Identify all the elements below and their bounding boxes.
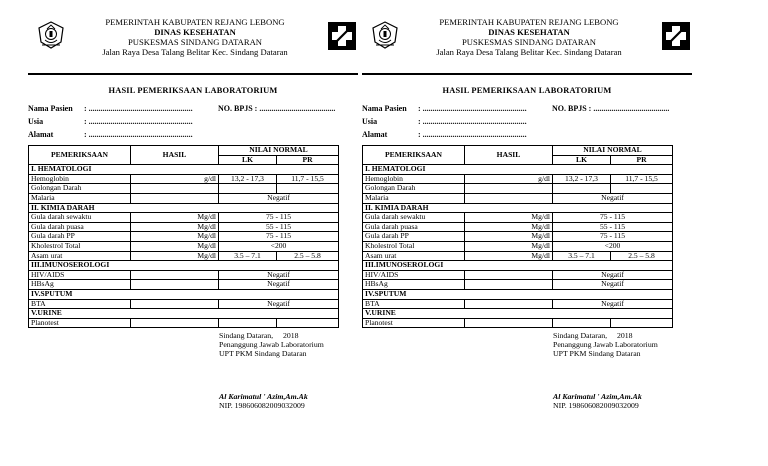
signer-role: Penanggung Jawab Laboratorium (219, 340, 324, 350)
normal-pr: 11,7 - 15,5 (611, 174, 673, 184)
result-cell (465, 193, 553, 203)
table-row (29, 174, 339, 184)
exam-name: Gula darah sewaktu (363, 213, 465, 223)
agency-name: DINAS KESEHATAN (488, 27, 570, 37)
section-label: III.IMUNOSEROLOGI (29, 261, 339, 271)
result-cell (465, 299, 553, 309)
normal-value: Negatif (219, 299, 339, 309)
exam-name: Gula darah puasa (29, 222, 131, 232)
patient-name-row (28, 104, 358, 117)
table-row (29, 232, 339, 242)
patient-age-blank: .................................................... (422, 117, 527, 126)
result-cell: Mg/dl (131, 241, 219, 251)
normal-pr (277, 184, 339, 194)
normal-value: Negatif (219, 193, 339, 203)
normal-pr (611, 184, 673, 194)
separator: : (418, 104, 421, 113)
table-row (29, 270, 339, 280)
result-cell (465, 318, 553, 328)
result-cell (465, 280, 553, 290)
separator: : (84, 117, 87, 126)
table-row (29, 184, 339, 194)
result-cell: g/dl (131, 174, 219, 184)
letterhead (28, 0, 358, 60)
table-body (363, 165, 673, 328)
exam-name: Asam urat (363, 251, 465, 261)
patient-name-label: Nama Pasien (362, 104, 407, 113)
patient-age-row (28, 117, 358, 130)
exam-name: Kholestrol Total (29, 241, 131, 251)
exam-name: Gula darah sewaktu (29, 213, 131, 223)
bpjs-blank: ...................................... (259, 104, 336, 113)
signer-name: Al Karimatul ' Azim,Am.Ak (553, 392, 642, 402)
col-normal-header: NILAI NORMAL (553, 146, 673, 156)
health-cross-logo-icon (326, 20, 358, 52)
patient-age-label: Usia (362, 117, 378, 126)
table-row (363, 174, 673, 184)
normal-value: 75 - 115 (219, 213, 339, 223)
signer-name: Al Karimatul ' Azim,Am.Ak (219, 392, 308, 402)
patient-info (362, 104, 692, 143)
exam-name: BTA (29, 299, 131, 309)
exam-name: HBsAg (29, 280, 131, 290)
col-normal-header: NILAI NORMAL (219, 146, 339, 156)
gov-name: PEMERINTAH KABUPATEN REJANG LEBONG (105, 17, 285, 27)
patient-name-row (362, 104, 692, 117)
patient-age-label: Usia (28, 117, 44, 126)
signer-unit: UPT PKM Sindang Dataran (219, 349, 307, 359)
section-row (29, 203, 339, 213)
separator: : (418, 117, 421, 126)
table-row (29, 241, 339, 251)
table-row (363, 241, 673, 251)
exam-name: Hemoglobin (363, 174, 465, 184)
normal-lk (553, 318, 611, 328)
lab-results-table (28, 145, 339, 328)
agency-name: DINAS KESEHATAN (154, 27, 236, 37)
table-row (29, 251, 339, 261)
clinic-name: PUSKESMAS SINDANG DATARAN (462, 37, 596, 47)
gov-name: PEMERINTAH KABUPATEN REJANG LEBONG (439, 17, 619, 27)
patient-address-label: Alamat (28, 130, 54, 139)
table-row (29, 193, 339, 203)
patient-address-label: Alamat (362, 130, 388, 139)
patient-name-blank: .................................................... (422, 104, 527, 113)
result-cell: Mg/dl (131, 232, 219, 242)
patient-name-blank: .................................................... (88, 104, 193, 113)
letterhead-text (404, 17, 654, 57)
normal-lk (219, 184, 277, 194)
normal-value: Negatif (553, 280, 673, 290)
result-cell (131, 270, 219, 280)
bpjs-field (552, 104, 669, 113)
year: 2018 (282, 331, 299, 341)
place-date: Sindang Dataran, (219, 331, 274, 341)
patient-age-blank: .................................................... (88, 117, 193, 126)
normal-pr (611, 318, 673, 328)
bpjs-blank: ...................................... (593, 104, 670, 113)
normal-lk: 13,2 - 17,3 (553, 174, 611, 184)
lab-form-right (362, 0, 692, 410)
result-cell: Mg/dl (465, 251, 553, 261)
table-row (363, 270, 673, 280)
exam-name: Asam urat (29, 251, 131, 261)
normal-lk: 13,2 - 17,3 (219, 174, 277, 184)
exam-name: Malaria (29, 193, 131, 203)
result-cell: Mg/dl (465, 241, 553, 251)
result-cell (131, 318, 219, 328)
normal-value: 75 - 115 (553, 213, 673, 223)
lab-results-table (362, 145, 673, 328)
col-pr-header: PR (611, 155, 673, 165)
normal-value: <200 (553, 241, 673, 251)
table-row (29, 213, 339, 223)
table-row (363, 280, 673, 290)
table-row (29, 280, 339, 290)
table-row (363, 184, 673, 194)
normal-value: Negatif (219, 270, 339, 280)
normal-lk: 3.5 – 7.1 (553, 251, 611, 261)
section-label: IV.SPUTUM (363, 289, 673, 299)
normal-value: 75 - 115 (219, 232, 339, 242)
normal-lk (219, 318, 277, 328)
normal-pr: 11,7 - 15,5 (277, 174, 339, 184)
result-cell (131, 299, 219, 309)
result-cell: Mg/dl (131, 251, 219, 261)
exam-name: HIV/AIDS (29, 270, 131, 280)
section-label: I. HEMATOLOGI (29, 165, 339, 175)
section-row (29, 261, 339, 271)
section-row (363, 289, 673, 299)
table-row (29, 318, 339, 328)
section-label: V.URINE (29, 309, 339, 319)
patient-address-blank: .................................................... (88, 130, 193, 139)
header-divider (28, 73, 358, 75)
table-row (363, 222, 673, 232)
exam-name: Malaria (363, 193, 465, 203)
section-label: III.IMUNOSEROLOGI (363, 261, 673, 271)
exam-name: BTA (363, 299, 465, 309)
clinic-address: Jalan Raya Desa Talang Belitar Kec. Sindang Dataran (102, 47, 288, 57)
date-line (219, 331, 358, 340)
col-exam-header: PEMERIKSAAN (29, 146, 131, 165)
section-label: V.URINE (363, 309, 673, 319)
patient-address-row (28, 130, 358, 143)
section-row (29, 309, 339, 319)
exam-name: Kholestrol Total (363, 241, 465, 251)
section-label: IV.SPUTUM (29, 289, 339, 299)
col-lk-header: LK (553, 155, 611, 165)
section-row (29, 289, 339, 299)
lab-form-left (28, 0, 358, 410)
result-cell: Mg/dl (465, 213, 553, 223)
table-row (363, 318, 673, 328)
result-cell: Mg/dl (131, 222, 219, 232)
signer-nip: NIP. 198606082009032009 (219, 401, 305, 411)
col-pr-header: PR (277, 155, 339, 165)
clinic-address: Jalan Raya Desa Talang Belitar Kec. Sindang Dataran (436, 47, 622, 57)
date-line (553, 331, 692, 340)
col-exam-header: PEMERIKSAAN (363, 146, 465, 165)
exam-name: Gula darah PP (29, 232, 131, 242)
regency-emblem-icon (36, 20, 66, 50)
place-date: Sindang Dataran, (553, 331, 608, 341)
section-row (363, 261, 673, 271)
patient-age-row (362, 117, 692, 130)
exam-name: Golongan Darah (29, 184, 131, 194)
normal-value: Negatif (553, 270, 673, 280)
document-title: HASIL PEMERIKSAAN LABORATORIUM (442, 86, 612, 95)
health-cross-logo-icon (660, 20, 692, 52)
signer-unit: UPT PKM Sindang Dataran (553, 349, 641, 359)
result-cell: Mg/dl (465, 232, 553, 242)
bpjs-label: NO. BPJS : (552, 104, 592, 113)
exam-name: Planotest (29, 318, 131, 328)
result-cell (465, 270, 553, 280)
header-divider (362, 73, 692, 75)
exam-name: HBsAg (363, 280, 465, 290)
col-result-header: HASIL (465, 146, 553, 165)
table-header-row (29, 146, 339, 156)
table-row (363, 299, 673, 309)
normal-value: 75 - 115 (553, 232, 673, 242)
separator: : (418, 130, 421, 139)
section-label: I. HEMATOLOGI (363, 165, 673, 175)
year: 2018 (616, 331, 633, 341)
col-result-header: HASIL (131, 146, 219, 165)
signature-block (219, 331, 358, 410)
normal-value: Negatif (553, 299, 673, 309)
result-cell (131, 193, 219, 203)
table-row (29, 222, 339, 232)
table-row (363, 232, 673, 242)
normal-pr: 2.5 – 5.8 (277, 251, 339, 261)
result-cell: g/dl (465, 174, 553, 184)
exam-name: Hemoglobin (29, 174, 131, 184)
exam-name: Gula darah PP (363, 232, 465, 242)
letterhead-text (70, 17, 320, 57)
normal-value: 55 - 115 (553, 222, 673, 232)
signature-block (553, 331, 692, 410)
table-row (363, 251, 673, 261)
patient-info (28, 104, 358, 143)
normal-pr: 2.5 – 5.8 (611, 251, 673, 261)
exam-name: HIV/AIDS (363, 270, 465, 280)
normal-lk: 3.5 – 7.1 (219, 251, 277, 261)
bpjs-label: NO. BPJS : (218, 104, 258, 113)
section-label: II. KIMIA DARAH (29, 203, 339, 213)
patient-name-label: Nama Pasien (28, 104, 73, 113)
exam-name: Planotest (363, 318, 465, 328)
table-row (29, 299, 339, 309)
normal-value: Negatif (553, 193, 673, 203)
normal-pr (277, 318, 339, 328)
exam-name: Gula darah puasa (363, 222, 465, 232)
result-cell (465, 184, 553, 194)
section-label: II. KIMIA DARAH (363, 203, 673, 213)
signer-role: Penanggung Jawab Laboratorium (553, 340, 658, 350)
patient-address-row (362, 130, 692, 143)
normal-value: 55 - 115 (219, 222, 339, 232)
separator: : (84, 130, 87, 139)
result-cell (131, 280, 219, 290)
result-cell: Mg/dl (465, 222, 553, 232)
signer-nip: NIP. 198606082009032009 (553, 401, 639, 411)
section-row (29, 165, 339, 175)
patient-address-blank: .................................................... (422, 130, 527, 139)
col-lk-header: LK (219, 155, 277, 165)
table-row (363, 213, 673, 223)
normal-lk (553, 184, 611, 194)
clinic-name: PUSKESMAS SINDANG DATARAN (128, 37, 262, 47)
section-row (363, 203, 673, 213)
letterhead (362, 0, 692, 60)
normal-value: <200 (219, 241, 339, 251)
separator: : (84, 104, 87, 113)
section-row (363, 309, 673, 319)
document-title: HASIL PEMERIKSAAN LABORATORIUM (108, 86, 278, 95)
section-row (363, 165, 673, 175)
result-cell: Mg/dl (131, 213, 219, 223)
result-cell (131, 184, 219, 194)
table-body (29, 165, 339, 328)
table-header-row (363, 146, 673, 156)
bpjs-field (218, 104, 335, 113)
regency-emblem-icon (370, 20, 400, 50)
table-row (363, 193, 673, 203)
normal-value: Negatif (219, 280, 339, 290)
exam-name: Golongan Darah (363, 184, 465, 194)
